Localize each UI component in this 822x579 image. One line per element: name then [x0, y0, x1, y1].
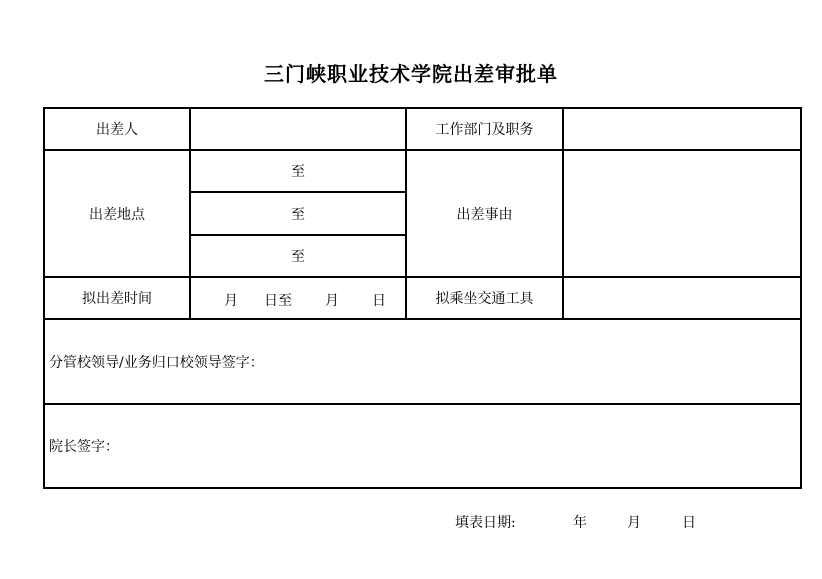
fill-date-day[interactable]: 日: [682, 515, 696, 531]
travel-time-label: 拟出差时间: [82, 291, 152, 307]
transport-field[interactable]: [564, 278, 800, 318]
time-day-end: 日: [372, 293, 386, 309]
location-row-2[interactable]: 至: [291, 206, 305, 223]
reason-field[interactable]: [564, 151, 800, 276]
fill-date-label: 填表日期:: [455, 515, 516, 531]
location-row-1[interactable]: 至: [291, 164, 305, 180]
department-position-field[interactable]: [564, 109, 800, 149]
traveler-label: 出差人: [96, 122, 138, 138]
page-title: 三门峡职业技术学院出差审批单: [264, 62, 558, 86]
department-position-label: 工作部门及职务: [435, 122, 534, 138]
transport-label: 拟乘坐交通工具: [435, 291, 534, 307]
leader-signature-label: 分管校领导/业务归口校领导签字：: [49, 354, 264, 371]
location-row-3[interactable]: 至: [291, 249, 305, 265]
president-signature-label: 院长签字：: [49, 439, 119, 455]
president-signature-field[interactable]: [45, 405, 800, 487]
fill-date-year[interactable]: 年: [573, 515, 587, 531]
travel-time-field[interactable]: [191, 278, 405, 318]
leader-signature-field[interactable]: [45, 320, 800, 403]
reason-label: 出差事由: [456, 206, 513, 223]
time-month-end: 月: [325, 293, 339, 309]
time-day-to: 日至: [264, 293, 292, 309]
time-month-start: 月: [224, 293, 238, 309]
fill-date-month[interactable]: 月: [627, 515, 641, 531]
location-label: 出差地点: [89, 206, 145, 223]
traveler-field[interactable]: [191, 109, 405, 149]
